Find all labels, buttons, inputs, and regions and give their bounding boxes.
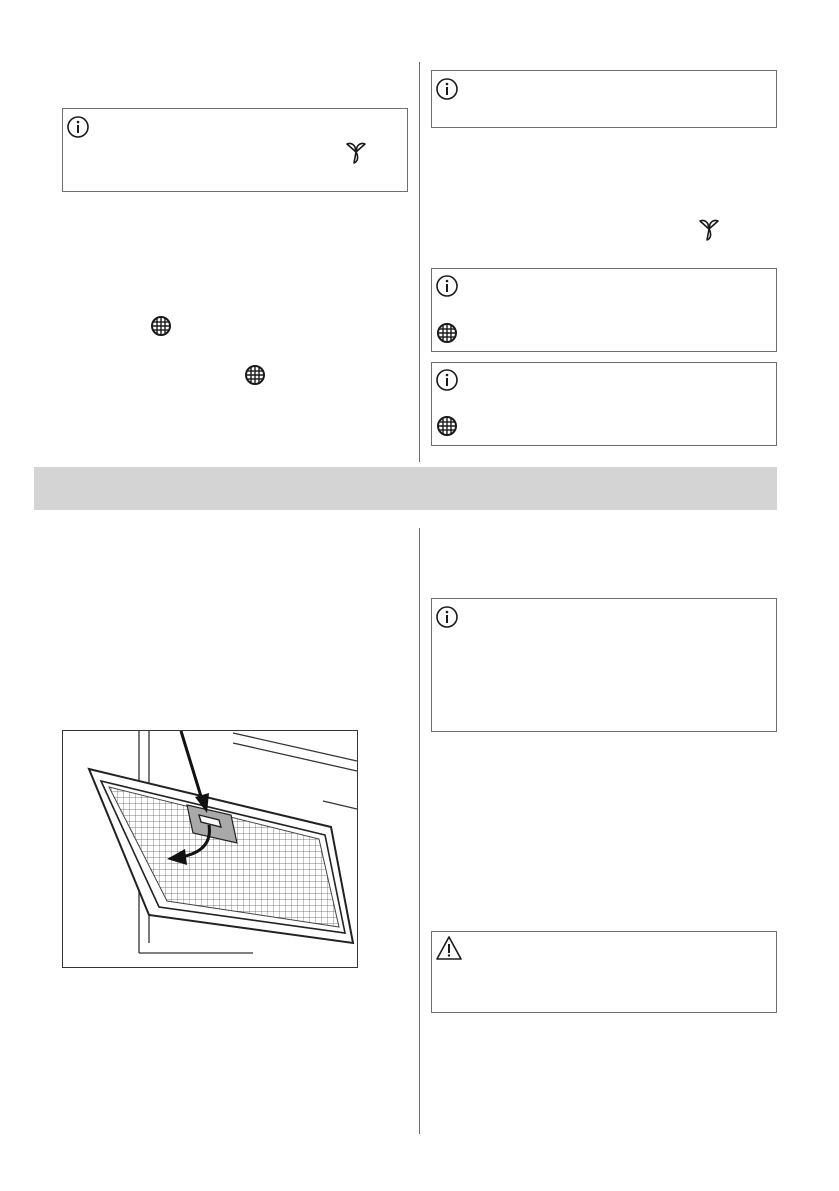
filter-grid-icon — [436, 415, 458, 437]
fan-icon — [696, 216, 722, 242]
info-note-box — [431, 268, 777, 352]
info-note-box — [62, 108, 408, 192]
filter-removal-illustration — [62, 730, 358, 968]
info-circle-icon — [435, 368, 459, 392]
filter-grid-icon — [244, 364, 266, 386]
info-note-box — [431, 362, 777, 446]
info-circle-icon — [435, 274, 459, 298]
info-circle-icon — [435, 605, 459, 629]
filter-grid-icon — [150, 315, 172, 337]
column-divider-bottom — [419, 528, 420, 1134]
column-divider-top — [419, 62, 420, 462]
info-note-box — [431, 70, 777, 128]
fan-icon — [343, 139, 369, 165]
info-circle-icon — [66, 115, 90, 139]
warning-triangle-icon — [435, 935, 463, 961]
info-note-box — [431, 598, 777, 732]
filter-grid-icon — [436, 322, 458, 344]
filter-removal-drawing — [63, 731, 357, 967]
section-header-bar — [34, 467, 777, 510]
warning-note-box — [431, 931, 777, 1013]
info-circle-icon — [435, 77, 459, 101]
